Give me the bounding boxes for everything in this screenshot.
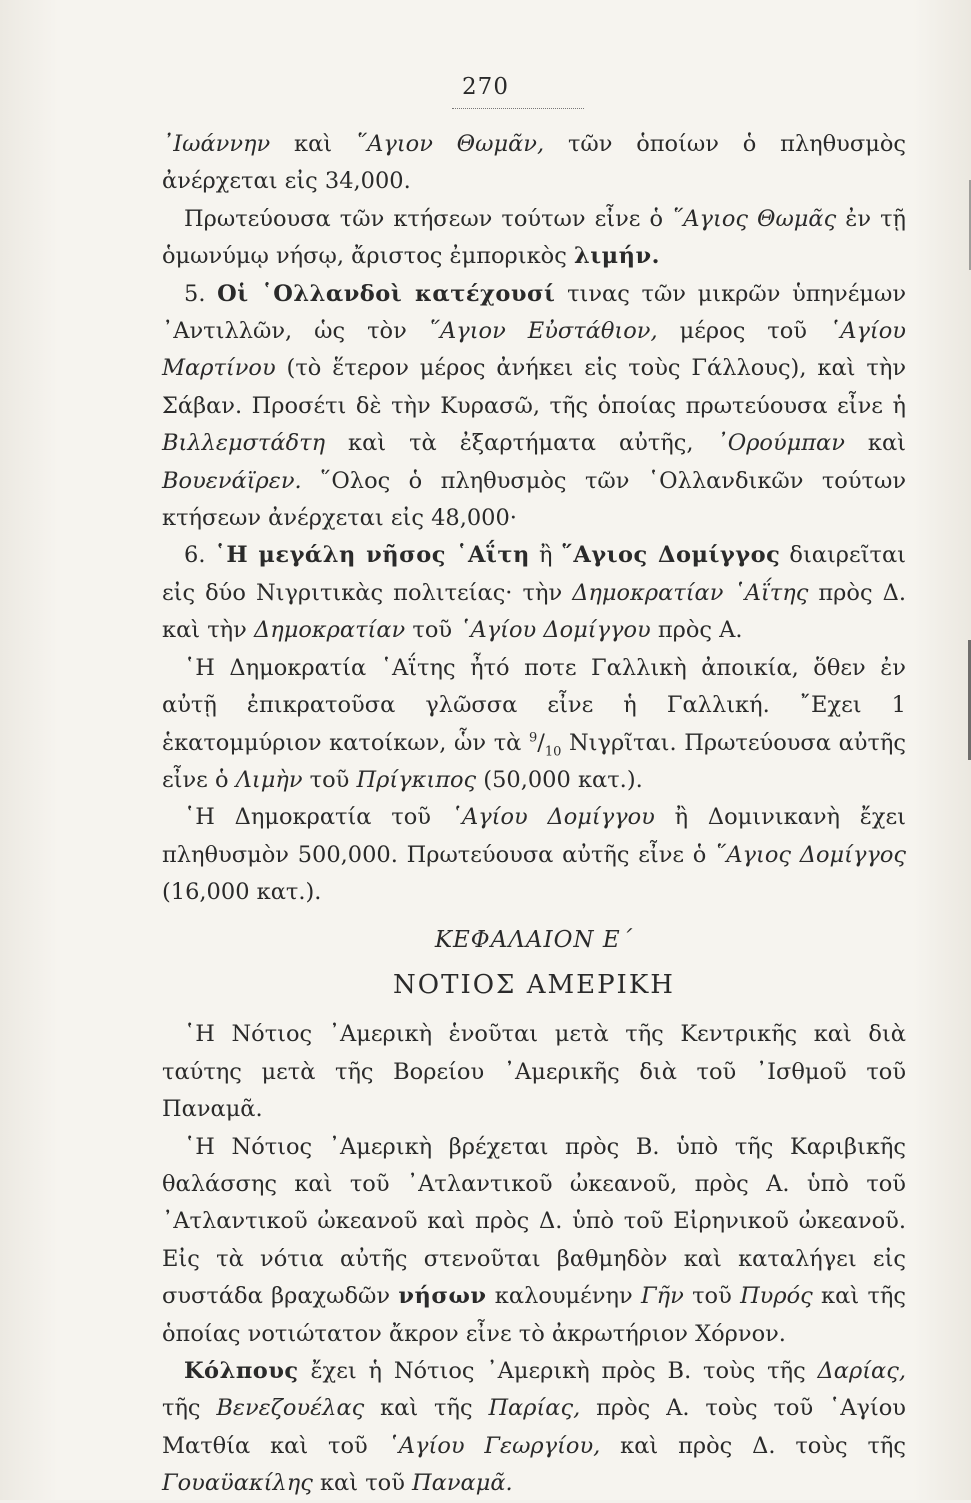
text-run: τινας τῶν μικρῶν ὑπηνέμων ᾿Αντιλλῶν, ὡς τὸν — [162, 280, 906, 345]
text-run: καὶ πρὸς Δ. τοὺς τῆς — [600, 1432, 906, 1459]
paragraph-9 — [162, 1353, 906, 1503]
text-run: τοῦ — [302, 766, 357, 793]
bold-term: λιμήν. — [573, 243, 660, 270]
text-run: (50,000 κατ.). — [476, 766, 643, 793]
italic-name: Βουενάϊρεν. — [162, 467, 302, 494]
text-run: τοῦ — [683, 1283, 741, 1310]
text-run: καὶ τὰ ἐξαρτήματα αὐτῆς, — [325, 430, 717, 457]
text-run: ῾Η Νότιος ᾿Αμερικὴ βρέχεται πρὸς Β. ὑπὸ τῆς Καριβικῆς θαλάσσης καὶ τοῦ ᾿Ατλαντικοῦ ὠκεανοῦ, πρὸς Α. ὑπὸ τοῦ ᾿Ατλαντικοῦ ὠκεανοῦ καὶ πρὸς Δ. ὑπὸ τοῦ Εἰρηνικοῦ ὠκεανοῦ. Εἰς τὰ νότια αὐτῆς στενοῦται βαθμηδὸν καὶ καταλήγει εἰς συστάδα βραχωδῶν — [162, 1133, 906, 1310]
italic-name: Πρίγκιπος — [356, 766, 477, 793]
italic-name: ῾Αγίου Δομίγγου — [450, 804, 655, 831]
italic-name: Δημοκρατίαν ῾Αΐτης — [572, 579, 809, 606]
bold-term: ῞Αγιος Δομίγγος — [561, 542, 781, 569]
text-run: πρὸς Δ. καὶ τὴν — [162, 579, 907, 644]
text-run: 6. — [184, 542, 215, 569]
chapter-heading: ΚΕΦΑΛΑΙΟΝ Ε΄ — [434, 926, 634, 953]
italic-name: Δαρίας, — [817, 1358, 906, 1384]
italic-name: Βενεζουέλας — [216, 1395, 365, 1422]
text-run: ῾Η Δημοκρατία ῾Αΐτης ἦτό ποτε Γαλλικὴ ἀποικία, ὅθεν ἐν αὐτῇ ἐπικρατοῦσα γλῶσσα εἶνε ἡ Γαλλική. ῎Εχει 1 ἑκατομμύριον κατοίκων, ὧν τὰ — [162, 654, 906, 756]
text-run: Νιγρῖται. Πρωτεύουσα αὐτῆς εἶνε ὁ — [162, 729, 906, 793]
text-run: ῾Η Δημοκρατία τοῦ — [184, 804, 451, 831]
text-run: καὶ τῆς ὁποίας νοτιώτατον ἄκρον εἶνε τὸ ἀκρωτήριον Χόρνον. — [162, 1283, 906, 1347]
bold-term: ῾Η μεγάλη νῆσος ῾Αΐτη — [214, 542, 530, 569]
page-number-rule — [452, 108, 584, 109]
text-run: διαιρεῖται εἰς δύο Νιγριτικὰς πολιτείας· τὴν — [162, 542, 906, 606]
italic-name: Γῆν — [640, 1283, 684, 1310]
fraction-numerator: 9 — [528, 730, 538, 745]
italic-name: Δημοκρατίαν — [254, 617, 406, 644]
italic-name: ᾿Ιωάννην — [162, 131, 271, 157]
italic-name: Λιμὴν — [235, 766, 303, 793]
italic-name: ῾Αγίου Γεωργίου, — [387, 1432, 601, 1459]
italic-name: ῾Αγίου Μαρτίνου — [162, 318, 906, 382]
paragraph-1 — [162, 126, 906, 201]
text-run: καλουμένην — [486, 1283, 641, 1310]
paragraph-8 — [162, 1129, 906, 1353]
text-run: τοῦ — [405, 617, 460, 644]
text-run: (16,000 κατ.). — [162, 879, 322, 906]
bold-term: νήσων — [398, 1283, 487, 1310]
text-run: ἢ — [529, 542, 562, 569]
fraction-slash: / — [537, 729, 545, 756]
text-run: 5. — [184, 280, 218, 307]
italic-name: Παρίας, — [488, 1395, 581, 1422]
italic-name: Βιλλεμστάδτη — [162, 430, 326, 457]
text-run: καὶ — [270, 131, 356, 157]
bold-term: Οἱ ῾Ολλανδοὶ κατέχουσί — [217, 280, 556, 307]
text-run: Πρωτεύουσα τῶν κτήσεων τούτων εἶνε ὁ — [184, 205, 673, 232]
text-run: καὶ τῆς — [364, 1395, 489, 1422]
paragraph-3 — [162, 276, 906, 538]
text-run: μέρος τοῦ — [657, 318, 829, 345]
text-run: τῶν ὁποίων ὁ πληθυσμὸς ἀνέρχεται εἰς 34,000. — [162, 131, 906, 195]
text-run: ἐν τῇ ὁμωνύμῳ νήσῳ, ἄριστος ἐμπορικὸς — [162, 205, 907, 270]
paragraph-6 — [162, 799, 906, 911]
italic-name: Παναμᾶ. — [412, 1470, 513, 1497]
italic-name: Πυρός — [740, 1283, 813, 1310]
text-run: πρὸς Α. τοὺς τοῦ ῾Αγίου Ματθία καὶ τοῦ — [162, 1395, 906, 1459]
page-number: 270 — [462, 74, 509, 100]
paragraph-7 — [162, 1016, 906, 1128]
text-run: πρὸς Α. — [650, 617, 743, 644]
bold-term: Κόλπους — [184, 1358, 299, 1384]
italic-name: ῞Αγιον Εὐστάθιον, — [428, 318, 658, 345]
paragraph-4 — [162, 537, 906, 649]
text-run: ἢ Δομινικανὴ ἔχει πληθυσμὸν 500,000. Πρωτεύουσα αὐτῆς εἶνε ὁ — [162, 804, 906, 868]
text-run: ῞Ολος ὁ πληθυσμὸς τῶν ῾Ολλανδικῶν τούτων κτήσεων ἀνέρχεται εἰς 48,000· — [162, 467, 906, 532]
italic-name: ῞Αγιος Δομίγγος — [715, 841, 906, 868]
italic-name: ῞Αγιον Θωμᾶν, — [355, 131, 545, 157]
italic-name: ᾿Ορούμπαν — [716, 430, 845, 457]
text-run: ἔχει ἡ Νότιος ᾿Αμερικὴ πρὸς Β. τοὺς τῆς — [298, 1358, 818, 1384]
text-run: ῾Η Νότιος ᾿Αμερικὴ ἑνοῦται μετὰ τῆς Κεντρικῆς καὶ διὰ ταύτης μετὰ τῆς Βορείου ᾿Αμερικῆς διὰ τοῦ ᾿Ισθμοῦ τοῦ Παναμᾶ. — [162, 1021, 906, 1123]
section-heading: ΝΟΤΙΟΣ ΑΜΕΡΙΚΗ — [393, 969, 675, 1000]
text-run: (τὸ ἕτερον μέρος ἀνήκει εἰς τοὺς Γάλλους), καὶ τὴν Σάβαν. Προσέτι δὲ τὴν Κυρασῶ, τῆς ὁποίας πρωτεύουσα εἶνε ἡ — [162, 355, 906, 419]
paragraph-2 — [162, 201, 906, 276]
body-text — [162, 126, 906, 1503]
text-run: καὶ τοῦ — [312, 1470, 413, 1497]
italic-name: ῞Αγιος Θωμᾶς — [672, 205, 837, 232]
italic-name: ῾Αγίου Δομίγγου — [459, 617, 651, 644]
text-run: καὶ — [844, 430, 906, 457]
italic-name: Γουαϋακίλης — [162, 1470, 313, 1497]
fraction-denominator: 10 — [544, 744, 562, 759]
paragraph-5 — [162, 650, 906, 800]
text-run: τῆς — [162, 1395, 217, 1422]
